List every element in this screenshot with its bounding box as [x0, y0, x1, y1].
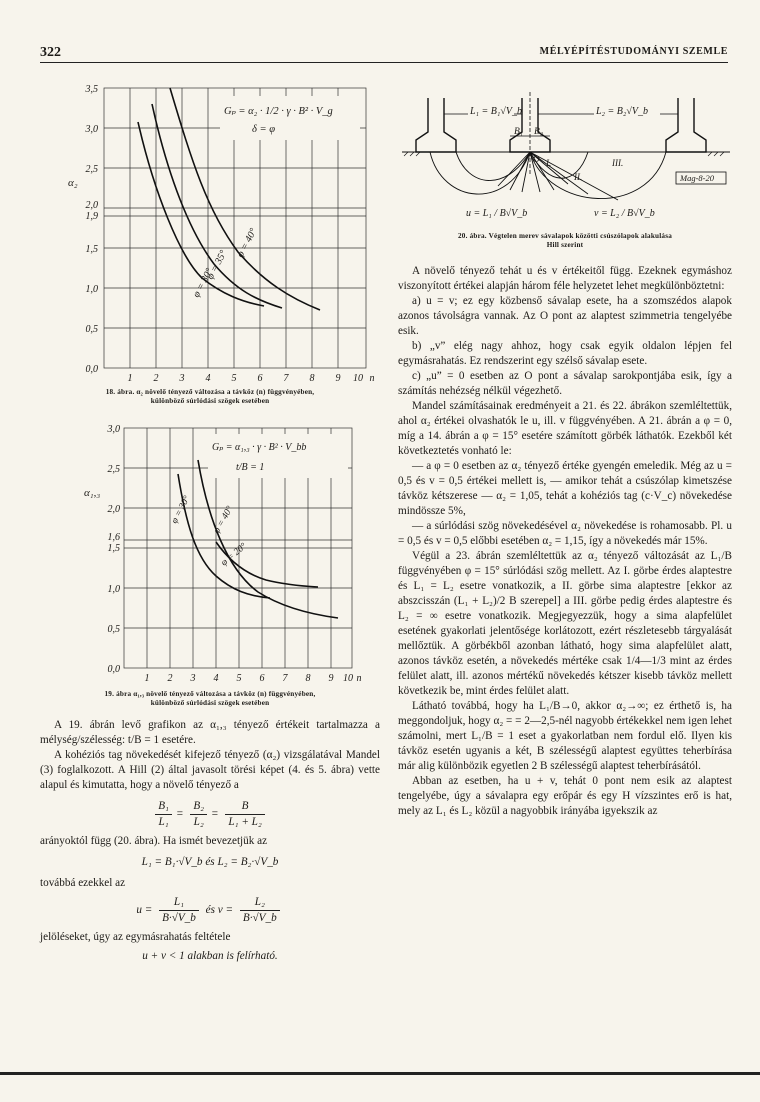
fig20-b2-label: B₂ [534, 127, 544, 137]
eq-numerator: B₁ [155, 799, 172, 815]
fig19-xtick: 10 [343, 673, 353, 684]
fig18-curve-label: φ = 35° [204, 248, 230, 282]
paragraph: Látható továbbá, hogy ha L₁/B→0, akkor α₂→∞; ez érthető is, ha meggondoljuk, hogy α₂ = = 2—2,5-nél nagyobb értékekkel nem igen lehet számolni, mert L₁/B = 1 eset a gyakorlatban nem fordul elő. Ilyen kis távköz esetén ugyanis a két, B szélességű alaptest együttes teherbírása már alig különbözik egyetlen 2 B szélességű alaptest teherbírásától. [398, 700, 732, 772]
fig19-xtick: n [356, 673, 362, 684]
eq-denominator: L₂ [193, 816, 204, 828]
fig19-caption-line: különböző súrlódási szögek esetében [150, 698, 270, 707]
paragraph: Abban az esetben, ha u + v, tehát 0 pont nem esik az alaptest tengelyébe, úgy a sávalapra egy erőpár és egy H vízszintes erő is hat, mely az L₁ és L₂ közül a nagyobbik irányába igyekszik az [398, 775, 732, 817]
fig18-xtick: n [369, 373, 375, 382]
equation-l: L₁ = B₁·√V_b és L₂ = B₂·√V_b [141, 856, 279, 868]
fig19-xtick: 9 [328, 673, 334, 684]
eq-denominator: L₁ [158, 816, 169, 828]
bottom-rule [0, 1072, 760, 1075]
fig19-formula: Gₚ = α₁,₃ · γ · B² · V_bb [212, 442, 307, 453]
eq-numerator: L₂ [240, 895, 280, 911]
fig19-xtick: 5 [236, 673, 242, 684]
footing-right [666, 98, 706, 152]
paragraph: A növelő tényező tehát u és v értékeitől függ. Ezeknek egymáshoz viszonyított értékei alapján három féle helyzetet lehet megkülönböztetni: [398, 265, 732, 292]
fig19-formula-tb: t/B = 1 [236, 462, 265, 473]
fig19-xtick: 6 [259, 673, 265, 684]
fig18-ytick: 1,9 [85, 211, 98, 222]
fig19-ytick: 2,0 [107, 504, 120, 515]
paragraph: Végül a 23. ábrán szemléltettük az α₂ tényező változását az L₁/B függvényében φ = 15° súrlódási szög mellett. Az I. görbe érdes alaptestre és L₁ = L₂ esetre vonatkozik, a II. görbe sima alaptestre [ekkor az abszcisszán (L₁ + L₂)/2 B szerepel] a III. görbe pedig érdes alaptestre és L₂ = ∞ esetre vonatkozik. Megjegyezzük, hogy a sima alapfelület esetének gyakorlati jelentősége korlátozott, ezért részletesebb tárgyalását mellőztük. A görbékből azonban látható, hogy sima alapfelület alatt, azonos távköz esetén, a növekedés mértéke csak 1/4—1/3 mint az érdes felület alatt, ill. azonos mértékű növekedés kétszer kisebb távköz mellett következik be, mint érdes felület alatt. [398, 550, 732, 697]
fig18-ytick: 2,5 [85, 164, 98, 175]
right-column-text [398, 264, 732, 819]
paragraph: — a φ = 0 esetben az α₂ tényező értéke gyengén emeledik. Még az u = 0,5 és v = 0,5 értékei mellett is, — amikor tehát a csúszólap kimetszése távköz kétszerese — α₂ = 1,05, tehát a kohéziós tag (c·V_c) növekedése mindössze 5%, [398, 460, 732, 517]
fig18-xtick: 4 [205, 373, 211, 382]
fig18-ytick: 3,5 [85, 84, 98, 95]
slip-surface-left [430, 152, 530, 194]
fig19-y-label: α₁,₃ [84, 487, 101, 499]
fig18-formula-delta: δ = φ [252, 124, 276, 135]
eq-v-label: és v = [205, 904, 234, 917]
fig20-roman-label: III. [612, 158, 624, 168]
paragraph: — a súrlódási szög növekedésével α₂ növekedése is rohamosabb. Pl. u = 0,5 és v = 0,5 előbbi esetében α₂ = 1,15, így a növekedés már 15%. [398, 520, 732, 547]
page-number: 322 [40, 45, 61, 60]
figure-20-caption [398, 232, 732, 249]
fig20-roman-label: I. [546, 158, 552, 168]
fig18-formula: Gₚ = α₂ · 1/2 · γ · B² · V_g [224, 106, 333, 117]
eq-numerator: B₂ [190, 799, 207, 815]
journal-title: MÉLYÉPÍTÉSTUDOMÁNYI SZEMLE [539, 46, 728, 57]
fig18-xtick: 7 [283, 373, 289, 382]
paragraph: A kohéziós tag növekedését kifejező tényező (α₂) vizsgálatával Mandel (3) foglalkozott. A Hill (2) által javasolt törési képet (4. és 5. ábra) vette alapul és kimutatta, hogy a növelő tényező a [40, 749, 380, 791]
fig19-ytick: 2,5 [107, 464, 120, 475]
fig18-ytick: 0,5 [85, 324, 98, 335]
header-rule [40, 62, 728, 63]
fig19-xtick: 4 [213, 673, 219, 684]
eq-denominator: B·√V_b [162, 912, 196, 924]
fig19-ytick: 1,0 [107, 584, 120, 595]
slip-surface-left-small [456, 152, 530, 181]
footing-left [416, 98, 456, 152]
paragraph: arányoktól függ (20. ábra). Ha ismét bevezetjük az [40, 835, 268, 847]
fig20-l2-label: L₂ = B₂√V_b [596, 106, 648, 117]
equation-ratio: $\frac{\text{B₁}}{\text{L₁}}$ = $\frac{\text{B₂}}{\text{L₂}}$ = $\frac{B}{\text{L₁ + L₂}}$ [40, 799, 380, 830]
fig19-ytick: 1,6 [107, 532, 120, 543]
fig19-curve-label: φ = 20° [219, 541, 249, 569]
eq-u-label: u = [136, 904, 153, 917]
fig20-caption-line: Hill szerint [546, 240, 584, 249]
fig20-stamp: Mag-8-20 [680, 173, 714, 183]
equation-condition: u + v < 1 alakban is felírható. [142, 950, 278, 962]
paragraph: A 19. ábrán levő grafikon az α₁,₃ tényező értékeit tartalmazza a mélység/szélesség: t/B = 1 esetére. [40, 719, 380, 746]
fig19-ytick: 0,5 [107, 624, 120, 635]
figure-18-caption [42, 388, 378, 405]
figure-20-diagram [398, 76, 734, 242]
fig18-xtick: 2 [153, 373, 159, 382]
fig19-xtick: 7 [282, 673, 288, 684]
fig20-b1-label: B₁ [514, 127, 524, 137]
fig19-xtick: 1 [144, 673, 150, 684]
fig19-ytick: 1,5 [107, 543, 120, 554]
fig20-v-equation: v = L₂ / B√V_b [594, 208, 655, 219]
left-column-text [40, 718, 380, 964]
figure-19-chart [68, 420, 364, 686]
paragraph: jelöléseket, úgy az egymásrahatás feltétele [40, 931, 231, 943]
fig20-u-equation: u = L₁ / B√V_b [466, 208, 528, 219]
fig18-xtick: 9 [335, 373, 341, 382]
fig20-o-label: O [533, 154, 540, 164]
fig19-xtick: 3 [190, 673, 196, 684]
fig18-caption-line: különböző súrlódási szögek esetében [150, 396, 270, 405]
fig18-xtick: 10 [353, 373, 363, 382]
fig18-xtick: 3 [179, 373, 185, 382]
fig20-caption-line: 20. ábra. Végtelen merev sávalapok közötti csúszólapok alakulása [458, 232, 672, 240]
fig19-ytick: 3,0 [107, 424, 120, 435]
fig19-xtick: 8 [305, 673, 311, 684]
list-item: a) u = v; ez egy közbenső sávalap esete, ha a szomszédos alapok azonos távolságra vannak. Az O pont az alaptest szimmetria tengelyébe esik. [398, 295, 732, 337]
eq-denominator: L₁ + L₂ [228, 816, 262, 828]
fig20-roman-label: II. [574, 172, 583, 182]
fig18-curve-label: φ = 40° [234, 226, 260, 260]
fig18-ytick: 2,0 [85, 200, 98, 211]
paragraph: továbbá ezekkel az [40, 877, 126, 889]
fig18-y-label: α₂ [68, 177, 78, 189]
fig18-ytick: 1,0 [85, 284, 98, 295]
fig19-curve-20 [216, 542, 318, 587]
fig18-ytick: 1,5 [85, 244, 98, 255]
eq-denominator: B·√V_b [242, 912, 277, 924]
fig19-xtick: 2 [167, 673, 173, 684]
figure-18-chart [42, 82, 378, 382]
fig18-xtick: 6 [257, 373, 263, 382]
eq-numerator: B [225, 799, 264, 815]
fig18-ytick: 3,0 [85, 124, 98, 135]
figure-19-caption [42, 690, 378, 707]
eq-numerator: L₁ [159, 895, 199, 911]
fig19-curve-40 [198, 460, 338, 618]
fig18-ytick: 0,0 [85, 364, 98, 375]
paragraph: Mandel számításainak eredményeit a 21. és 22. ábrákon szemléltettük, ahol α₂ értékei olvashatók le u, ill. v függvényében. A 21. ábrán a φ = 0, míg a 14. ábrán a φ = 15° esetére számított görbék láthatók. Ezekből két következtetés vonható le: [398, 400, 732, 457]
fig18-xtick: 1 [127, 373, 133, 382]
fig18-caption-line: 18. ábra. α₂ növelő tényező változása a távköz (n) függvényében, [105, 388, 315, 396]
equation-uv [40, 895, 380, 926]
fig18-curve-label: φ = 30° [190, 266, 216, 300]
fig20-l1-label: L₁ = B₁√V_b [470, 106, 522, 117]
fig18-xtick: 8 [309, 373, 315, 382]
list-item: b) „v” elég nagy ahhoz, hogy csak egyik oldalon lépjen fel egymásrahatás. Ez rendszerint egy szélső sávalap esete. [398, 340, 732, 367]
fig19-curve-30 [178, 474, 270, 598]
fig18-xtick: 5 [231, 373, 237, 382]
list-item: c) „u” = 0 esetben az O pont a sávalap sarokpontjába esik, így a számítás nehézség nélkül végezhető. [398, 370, 732, 397]
fig19-curve-label: φ = 40° [211, 504, 236, 536]
fig19-curve-label: φ = 30° [169, 494, 193, 526]
fig19-caption-line: 19. ábra α₁,₃ növelő tényező változása a távköz (n) függvényében, [104, 690, 316, 698]
fig19-ytick: 0,0 [107, 664, 120, 675]
